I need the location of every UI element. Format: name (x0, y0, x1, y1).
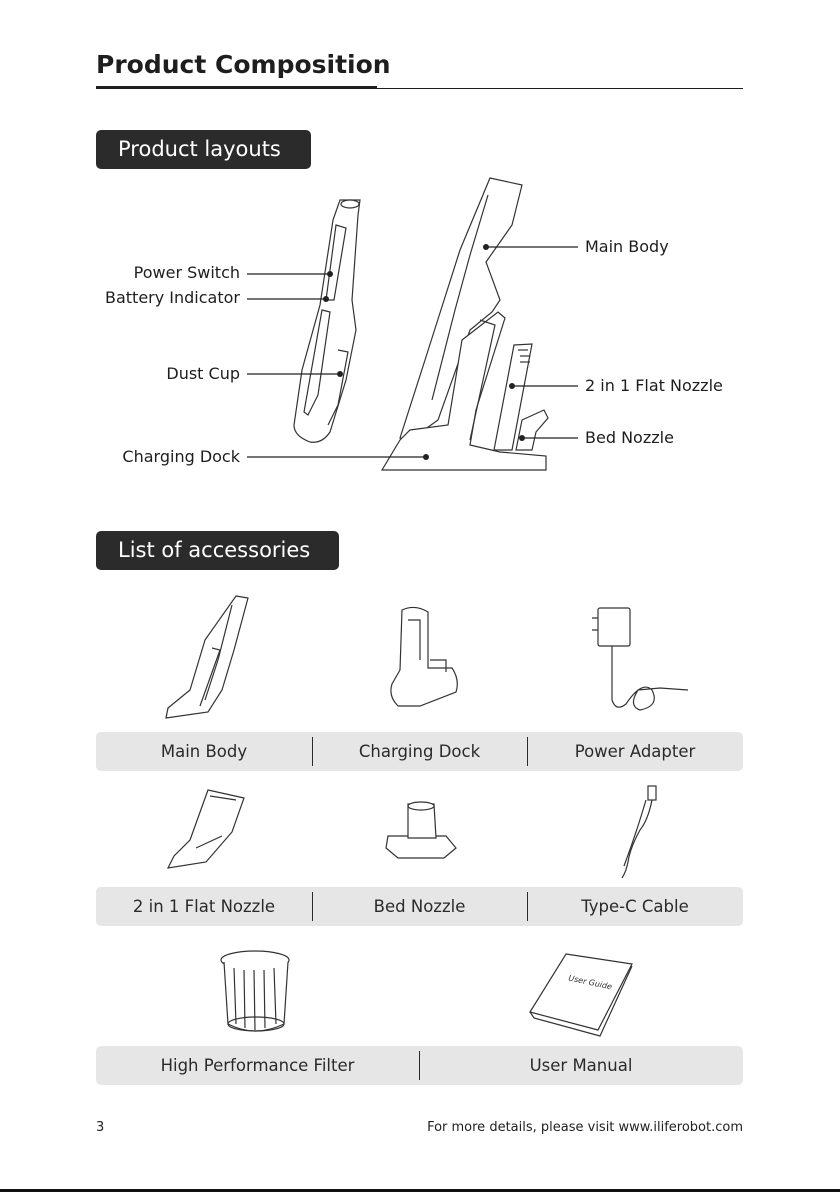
label-charging-dock: Charging Dock (122, 447, 240, 466)
page-title: Product Composition (96, 50, 391, 79)
accessory-label-user-manual: User Manual (529, 1056, 633, 1075)
accessory-label-bed-nozzle: Bed Nozzle (373, 897, 466, 916)
label-power-switch: Power Switch (133, 263, 240, 282)
label-battery-indicator: Battery Indicator (104, 288, 240, 307)
power-adapter-illustration (592, 608, 688, 710)
bed-nozzle-illustration (386, 802, 456, 858)
accessory-label-power-adapter: Power Adapter (574, 742, 696, 761)
label-bed-nozzle: Bed Nozzle (585, 428, 674, 447)
accessory-label-charging-dock: Charging Dock (358, 742, 481, 761)
label-flat-nozzle: 2 in 1 Flat Nozzle (585, 376, 723, 395)
accessory-label-flat-nozzle: 2 in 1 Flat Nozzle (132, 897, 276, 916)
accessory-label-type-c-cable: Type-C Cable (581, 897, 689, 916)
label-main-body: Main Body (585, 237, 669, 256)
manual-cover-text: User Guide (567, 973, 613, 992)
type-c-cable-illustration (622, 786, 656, 878)
accessory-label-filter: High Performance Filter (160, 1056, 355, 1075)
user-manual-illustration (530, 954, 632, 1036)
charging-dock-illustration (391, 607, 457, 706)
page-number: 3 (96, 1120, 105, 1135)
flat-nozzle-illustration (168, 790, 244, 868)
filter-illustration (221, 951, 289, 1031)
section-heading-accessories: List of accessories (96, 531, 339, 570)
accessory-row-1 (96, 732, 743, 771)
label-dust-cup: Dust Cup (166, 364, 240, 383)
section-heading-product-layouts: Product layouts (96, 130, 311, 169)
accessory-row-2 (96, 887, 743, 926)
accessory-label-main-body: Main Body (160, 742, 248, 761)
accessory-row-3 (96, 1046, 743, 1085)
footer-text: For more details, please visit www.iliferobot.com (427, 1120, 743, 1135)
main-body-illustration (166, 596, 248, 718)
